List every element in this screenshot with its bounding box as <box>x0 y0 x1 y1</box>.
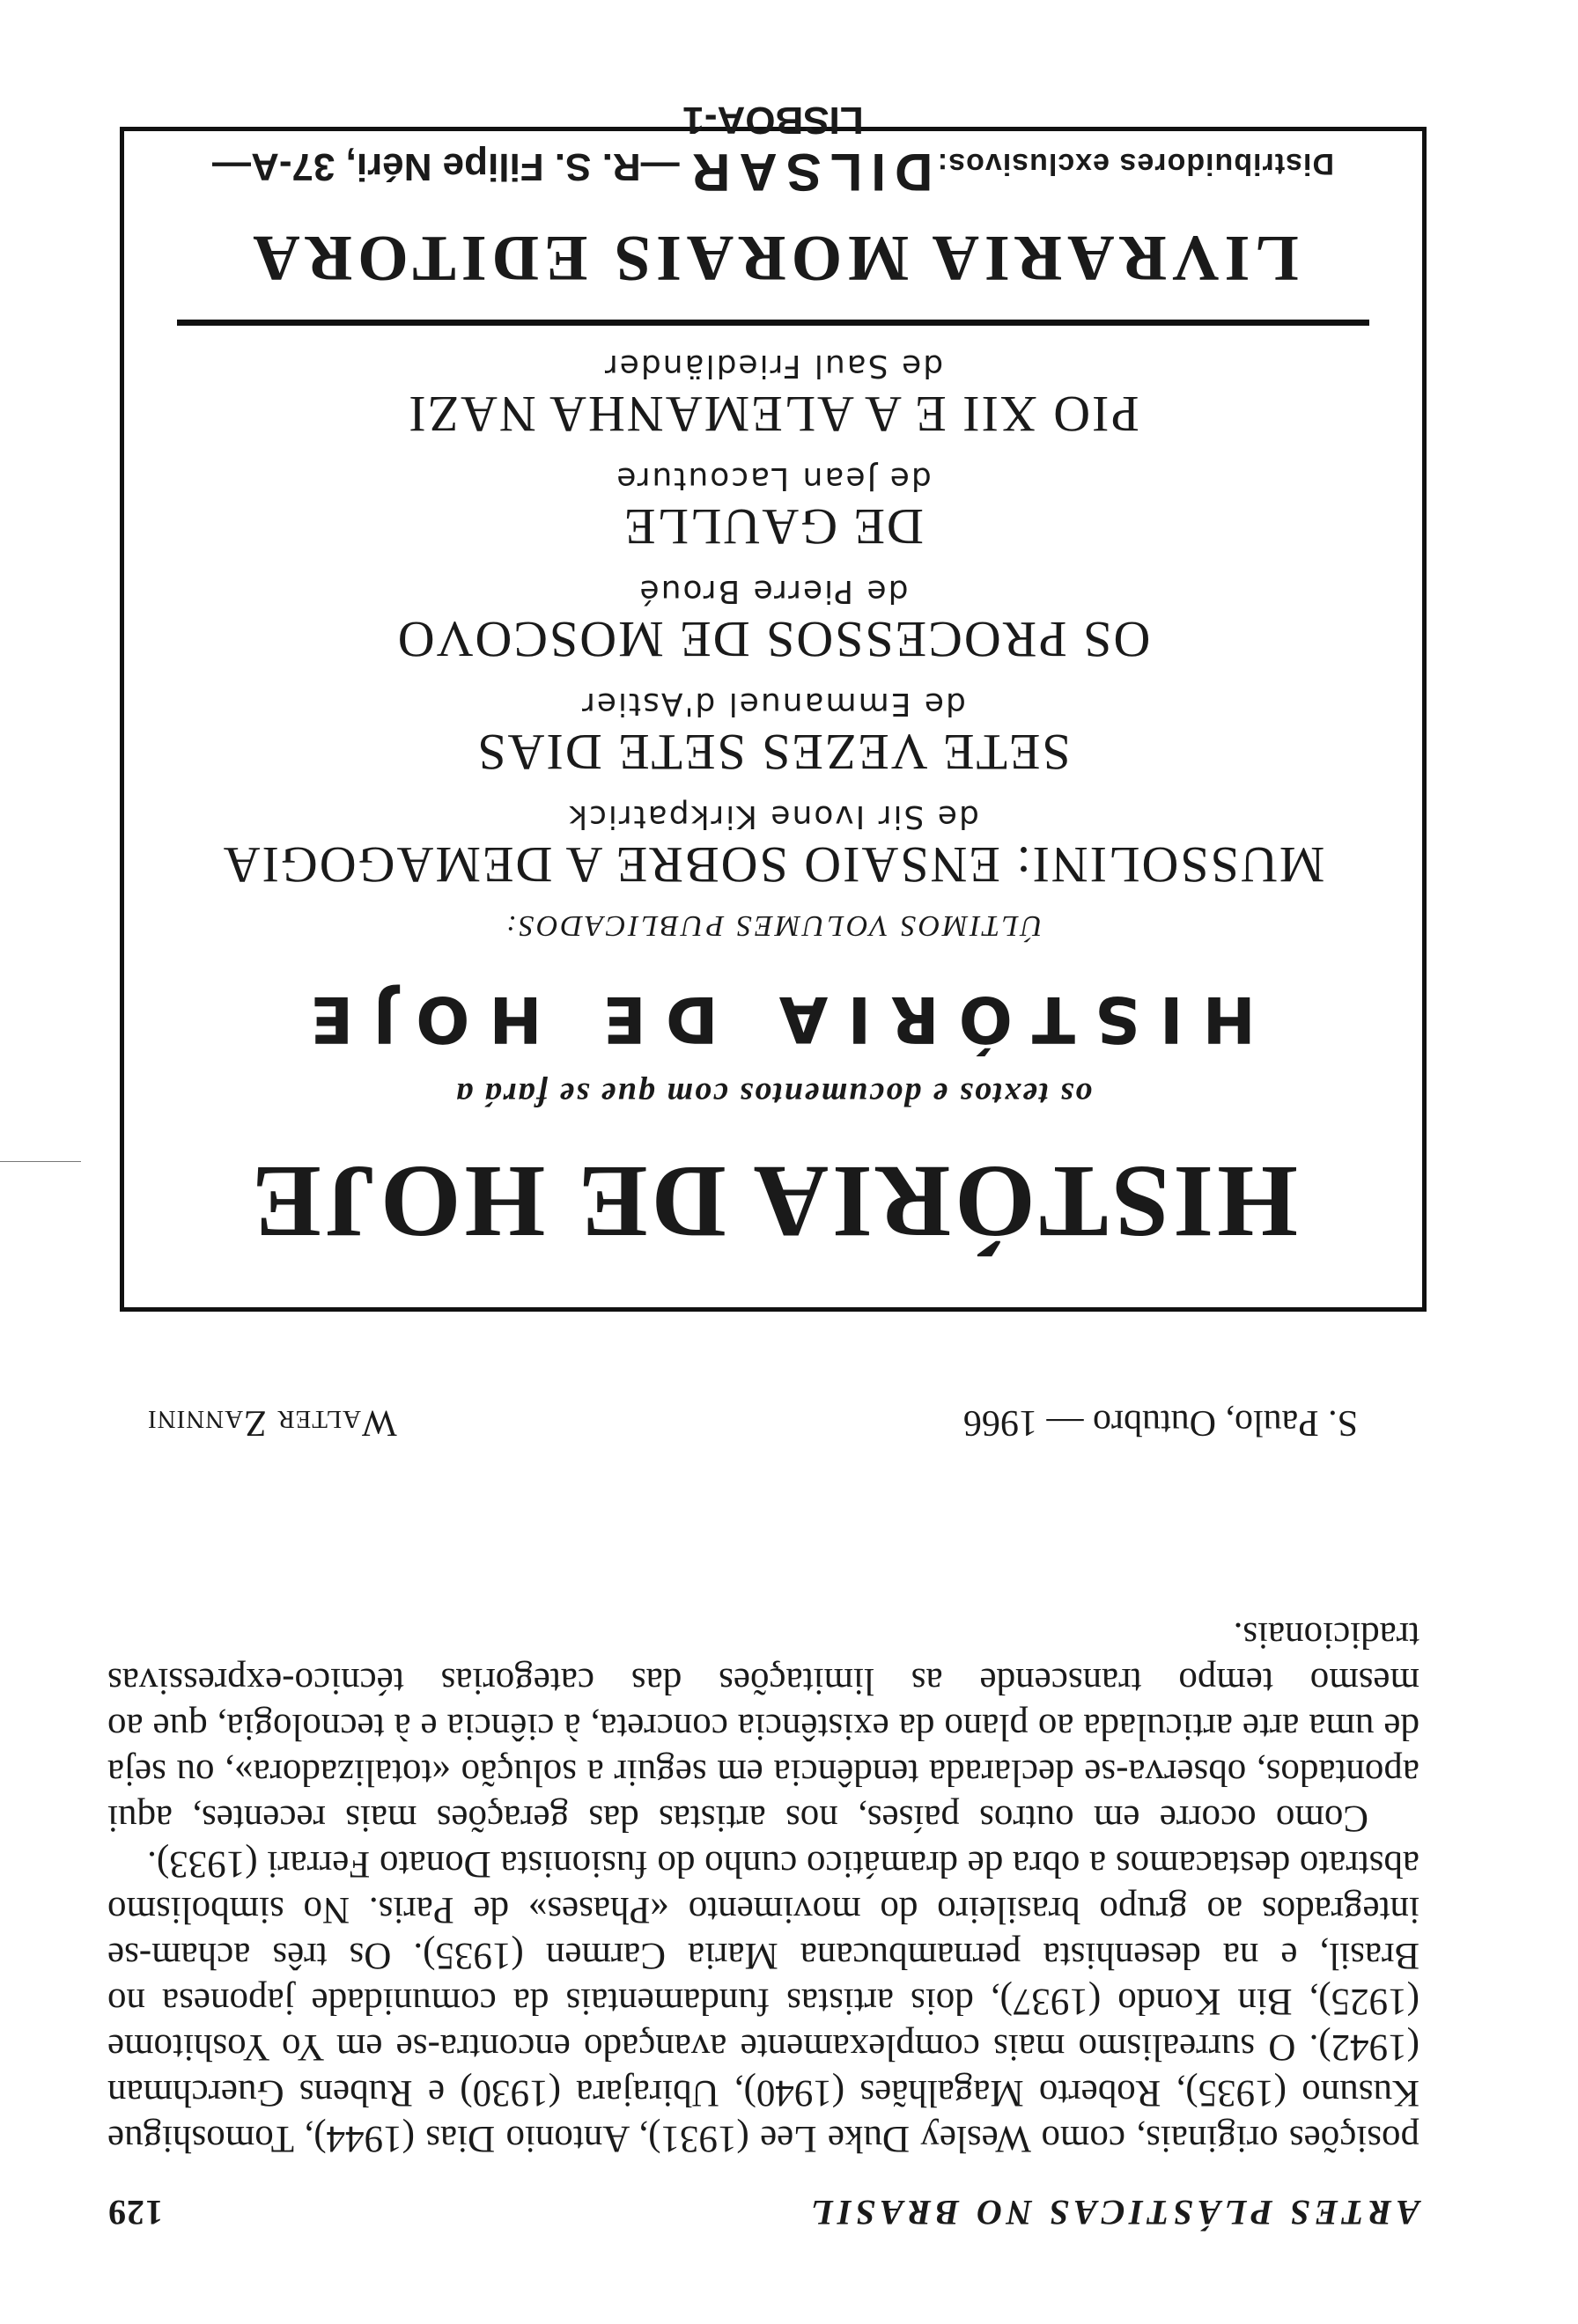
paragraph: posições originais, como Wesley Duke Lee (1931), Antonio Dias (1944), Tomoshigue Kusuno (1935), Roberto Magalhães (1940), Ubirajara (1930) e Rubens Guerchman (1942). O surrealismo mais complexamente avançado encontra-se em Yo Yoshitome (1925), Bin Kondo (1937), dois artistas fundamentais da comunidade japonesa no Brasil, e na desenhista pernambucana Maria Carmen (1935). Os três acham-se integrados ao grupo brasileiro do movimento «Phases» de Paris. No simbolismo abstrato destacamos a obra de dramático cunho do fusionista Donato Ferrari (1933). <box>107 1843 1419 2159</box>
book-author: de Jean Lacouture <box>615 460 932 496</box>
book-author: de Sir Ivone Kirkpatrick <box>567 798 979 835</box>
book-entry <box>151 555 1396 668</box>
ad-series-title: HISTÓRIA DE HOJE <box>248 1144 1298 1260</box>
book-entry <box>151 330 1396 443</box>
distributor-name: DILSAR <box>683 143 933 202</box>
distributor-line <box>151 98 1396 202</box>
paragraph: Como ocorre em outros países, nos artistas das gerações mais recentes, aqui apontados, observa-se declarada tendência em seguir a solução «totalizadora», ou seja de uma arte articulada ao plano da existência concreta, à ciência e à tecnologia, que ao mesmo tempo transcende as limitações das categorias técnico-expressivas tradicionais. <box>107 1614 1419 1839</box>
book-author: de Pierre Broué <box>638 573 909 609</box>
book-title: DE GAULLE <box>623 498 924 555</box>
ad-subheading: ÚLTIMOS VOLUMES PUBLICADOS: <box>504 909 1043 942</box>
book-author: de Saul Friedländer <box>602 348 944 384</box>
distributor-label: Distribuidores exclusivos: <box>936 147 1334 180</box>
margin-mark <box>0 1161 81 1162</box>
book-entry <box>151 781 1396 894</box>
book-title: PIO XII E A ALEMANHA NAZI <box>407 386 1139 443</box>
author-name: Walter Zannini <box>147 1402 397 1443</box>
body-text <box>107 1612 1419 2161</box>
book-title: MUSSOLINI: ENSAIO SOBRE A DEMAGOGIA <box>221 836 1325 894</box>
publisher-name: LIVRARIA MORAIS EDITORA <box>247 222 1299 294</box>
ad-tagline: os textos e documentos com que se fará a <box>454 1076 1092 1113</box>
book-title: OS PROCESSOS DE MOSCOVO <box>395 611 1151 668</box>
running-title: ARTES PLÁSTICAS NO BRASIL <box>807 2193 1419 2232</box>
signature-line <box>107 1391 1419 1444</box>
ad-divider <box>177 320 1369 326</box>
advertisement-box <box>120 99 1427 1312</box>
book-entry <box>151 443 1396 555</box>
running-header <box>107 2189 1419 2233</box>
book-author: de Emmanuel d'Astier <box>580 686 966 722</box>
book-entry <box>151 668 1396 781</box>
distributor-address: —R. S. Filipe Néri, 37-A—LISBOA-1 <box>212 99 864 188</box>
page-number: 129 <box>107 2193 163 2232</box>
book-title: SETE VEZES SETE DIAS <box>476 724 1071 781</box>
place-date: S. Paulo, Outubro — 1966 <box>962 1402 1358 1443</box>
ad-spaced-title: HISTÓRIA DE HOJE <box>291 982 1256 1056</box>
book-list <box>151 330 1396 894</box>
